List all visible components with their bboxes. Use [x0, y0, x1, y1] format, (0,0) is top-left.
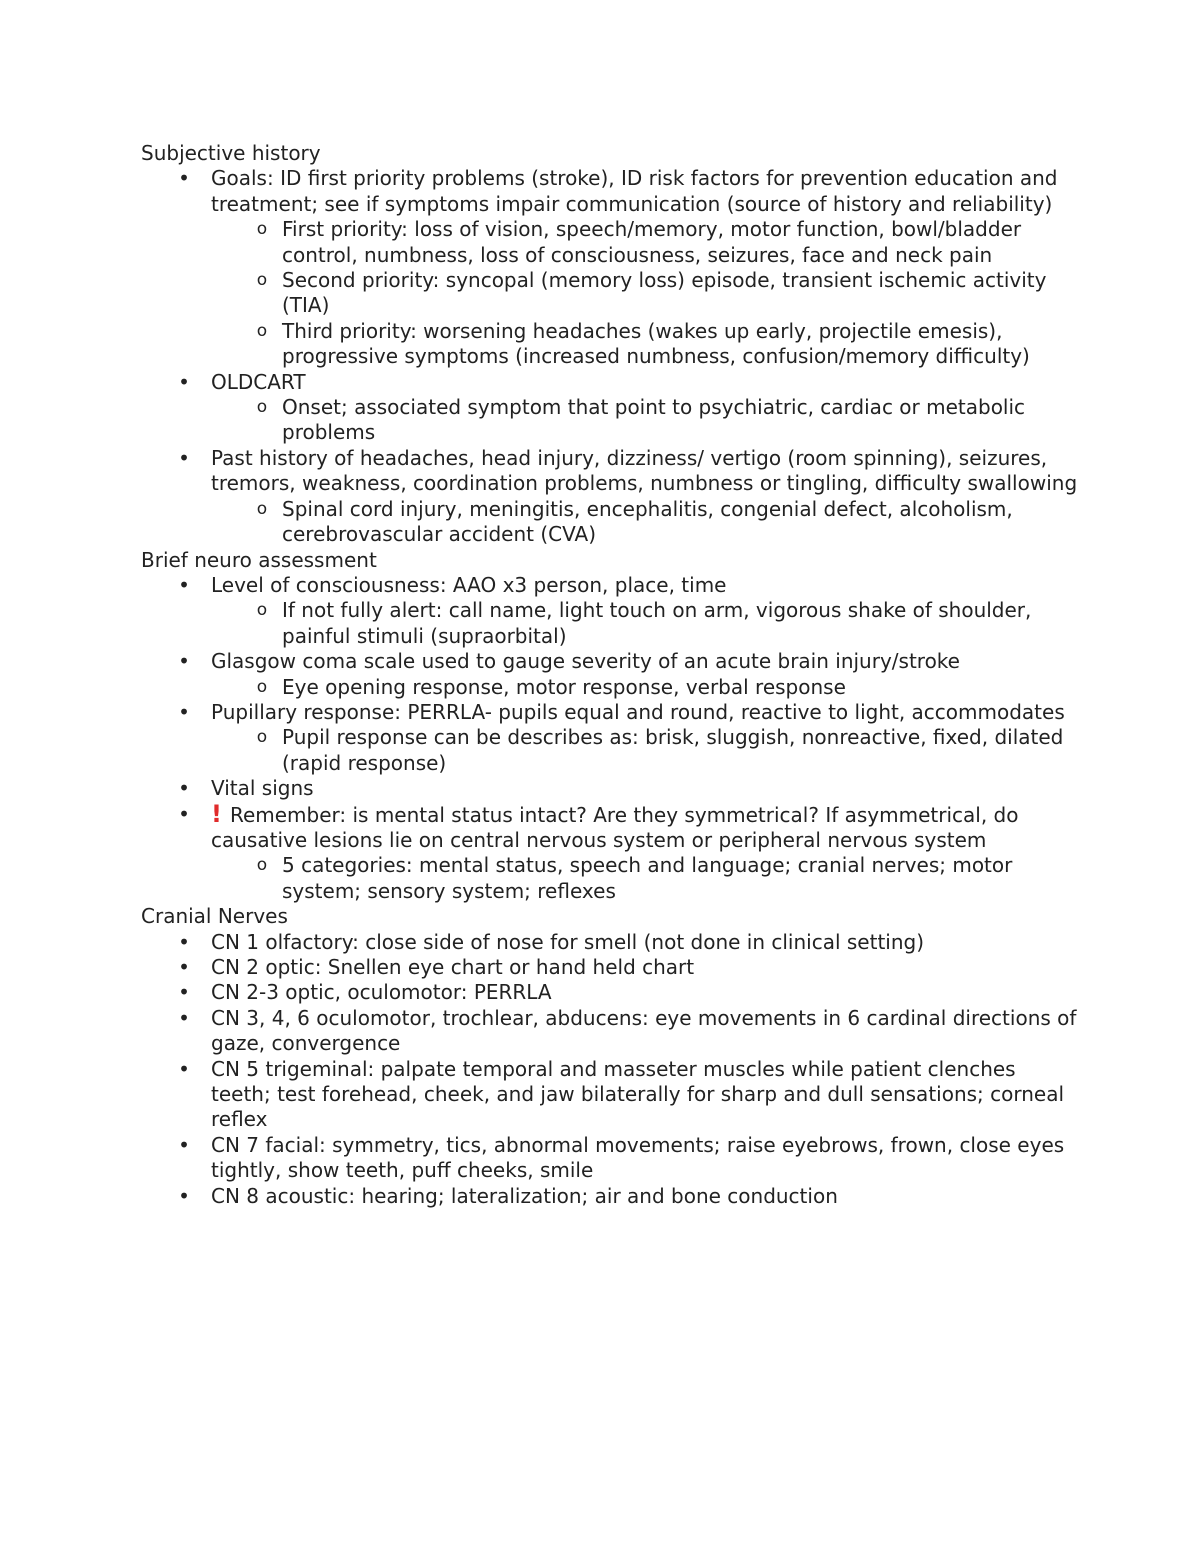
- bullet-icon: •: [178, 776, 190, 801]
- list-item: [141, 1006, 1081, 1057]
- section-heading: Cranial Nerves: [141, 904, 288, 929]
- hollow-bullet-icon: o: [256, 855, 268, 876]
- list-item-text: CN 5 trigeminal: palpate temporal and masseter muscles while patient clenches teeth; test forehead, cheek, and jaw bilaterally for sharp and dull sensations; corneal reflex: [211, 1056, 1065, 1132]
- list-item-text: OLDCART: [211, 369, 306, 394]
- document-body: [141, 141, 1081, 1209]
- bullet-icon: •: [178, 801, 190, 826]
- sub-list-item-text: Eye opening response, motor response, verbal response: [282, 674, 846, 699]
- bullet-icon: •: [178, 1005, 190, 1030]
- list-item-text: Vital signs: [211, 776, 314, 801]
- sub-list-item-text: If not fully alert: call name, light touch on arm, vigorous shake of shoulder, painful stimuli (supraorbital): [282, 598, 1032, 648]
- sub-list: [211, 497, 1081, 548]
- list-item-text: Remember: is mental status intact? Are they symmetrical? If asymmetrical, do causative lesions lie on central nervous system or peripheral nervous system: [211, 802, 1019, 852]
- bullet-list: [141, 573, 1081, 904]
- sub-list-item: [211, 675, 1081, 700]
- section-heading: Subjective history: [141, 141, 321, 165]
- bullet-icon: •: [178, 1132, 190, 1157]
- list-item-text: Past history of headaches, head injury, dizziness/ vertigo (room spinning), seizures, tremors, weakness, coordination problems, numbness or tingling, difficulty swallowing: [211, 445, 1078, 496]
- list-item-text: Glasgow coma scale used to gauge severity of an acute brain injury/stroke: [211, 649, 960, 674]
- list-item: [141, 1184, 1081, 1209]
- hollow-bullet-icon: o: [256, 600, 268, 621]
- list-item-text: Goals: ID first priority problems (stroke), ID risk factors for prevention education and treatment; see if symptoms impair communication (source of history and reliability): [211, 166, 1058, 216]
- bullet-list: [141, 930, 1081, 1209]
- sub-list-item: [211, 395, 1081, 446]
- list-item: [141, 166, 1081, 369]
- list-item: [141, 980, 1081, 1005]
- list-item-text: Level of consciousness: AAO x3 person, place, time: [211, 572, 727, 597]
- sub-list-item-text: Third priority: worsening headaches (wakes up early, projectile emesis), progressive symptoms (increased numbness, confusion/memory difficulty): [282, 318, 1030, 369]
- bullet-icon: •: [178, 166, 190, 191]
- bullet-icon: •: [178, 1183, 190, 1208]
- sub-list: [211, 217, 1081, 369]
- sub-list-item: [211, 319, 1081, 370]
- list-item: [141, 776, 1081, 801]
- sub-list-item-text: Spinal cord injury, meningitis, encephalitis, congenial defect, alcoholism, cerebrovascular accident (CVA): [282, 496, 1013, 547]
- list-item: [141, 700, 1081, 776]
- sub-list-item-text: Pupil response can be describes as: brisk, sluggish, nonreactive, fixed, dilated (rapid response): [282, 725, 1064, 775]
- bullet-icon: •: [178, 445, 190, 470]
- hollow-bullet-icon: o: [256, 320, 268, 341]
- list-item: [141, 370, 1081, 446]
- list-item: [141, 799, 1081, 905]
- sub-list-item-text: Onset; associated symptom that point to psychiatric, cardiac or metabolic problems: [282, 395, 1026, 445]
- list-item-text: CN 2-3 optic, oculomotor: PERRLA: [211, 980, 552, 1005]
- sub-list-item: [211, 497, 1081, 548]
- sub-list-item-text: Second priority: syncopal (memory loss) episode, transient ischemic activity (TIA): [282, 268, 1047, 318]
- sub-list: [211, 675, 1081, 700]
- warning-icon: !: [211, 799, 222, 828]
- sub-list: [211, 395, 1081, 446]
- hollow-bullet-icon: o: [256, 270, 268, 291]
- bullet-icon: •: [178, 980, 190, 1005]
- sub-list: [211, 853, 1081, 904]
- list-item: [141, 1133, 1081, 1184]
- bullet-icon: •: [178, 1056, 190, 1081]
- sub-list-item: [211, 217, 1081, 268]
- list-item: [141, 930, 1081, 955]
- bullet-icon: •: [178, 955, 190, 979]
- list-item: [141, 446, 1081, 548]
- list-item-text: CN 7 facial: symmetry, tics, abnormal movements; raise eyebrows, frown, close eyes tightly, show teeth, puff cheeks, smile: [211, 1132, 1065, 1183]
- list-item: [141, 573, 1081, 649]
- hollow-bullet-icon: o: [256, 676, 268, 697]
- bullet-icon: •: [178, 929, 190, 954]
- bullet-icon: •: [178, 699, 190, 724]
- list-item-text: CN 2 optic: Snellen eye chart or hand held chart: [211, 955, 695, 979]
- sub-list: [211, 725, 1081, 776]
- sub-list-item: [211, 725, 1081, 776]
- section-heading: Brief neuro assessment: [141, 547, 377, 572]
- bullet-list: [141, 166, 1081, 547]
- sub-list-item: [211, 268, 1081, 319]
- list-item: [141, 1057, 1081, 1133]
- bullet-icon: •: [178, 369, 190, 394]
- bullet-icon: •: [178, 649, 190, 674]
- list-item-text: Pupillary response: PERRLA- pupils equal and round, reactive to light, accommodates: [211, 699, 1065, 724]
- list-item: [141, 649, 1081, 700]
- sub-list: [211, 598, 1081, 649]
- sub-list-item: [211, 598, 1081, 649]
- list-item: [141, 955, 1081, 980]
- hollow-bullet-icon: o: [256, 397, 268, 418]
- hollow-bullet-icon: o: [256, 727, 268, 748]
- list-item-text: CN 8 acoustic: hearing; lateralization; air and bone conduction: [211, 1183, 838, 1208]
- sub-list-item-text: First priority: loss of vision, speech/memory, motor function, bowl/bladder control, numbness, loss of consciousness, seizures, face and neck pain: [282, 217, 1022, 267]
- sub-list-item-text: 5 categories: mental status, speech and language; cranial nerves; motor system; sensory system; reflexes: [282, 853, 1013, 903]
- list-item-text: CN 1 olfactory: close side of nose for smell (not done in clinical setting): [211, 929, 925, 954]
- hollow-bullet-icon: o: [256, 219, 268, 240]
- sub-list-item: [211, 853, 1081, 904]
- list-item-text: CN 3, 4, 6 oculomotor, trochlear, abducens: eye movements in 6 cardinal directions of gaze, convergence: [211, 1005, 1077, 1056]
- bullet-icon: •: [178, 572, 190, 597]
- hollow-bullet-icon: o: [256, 498, 268, 519]
